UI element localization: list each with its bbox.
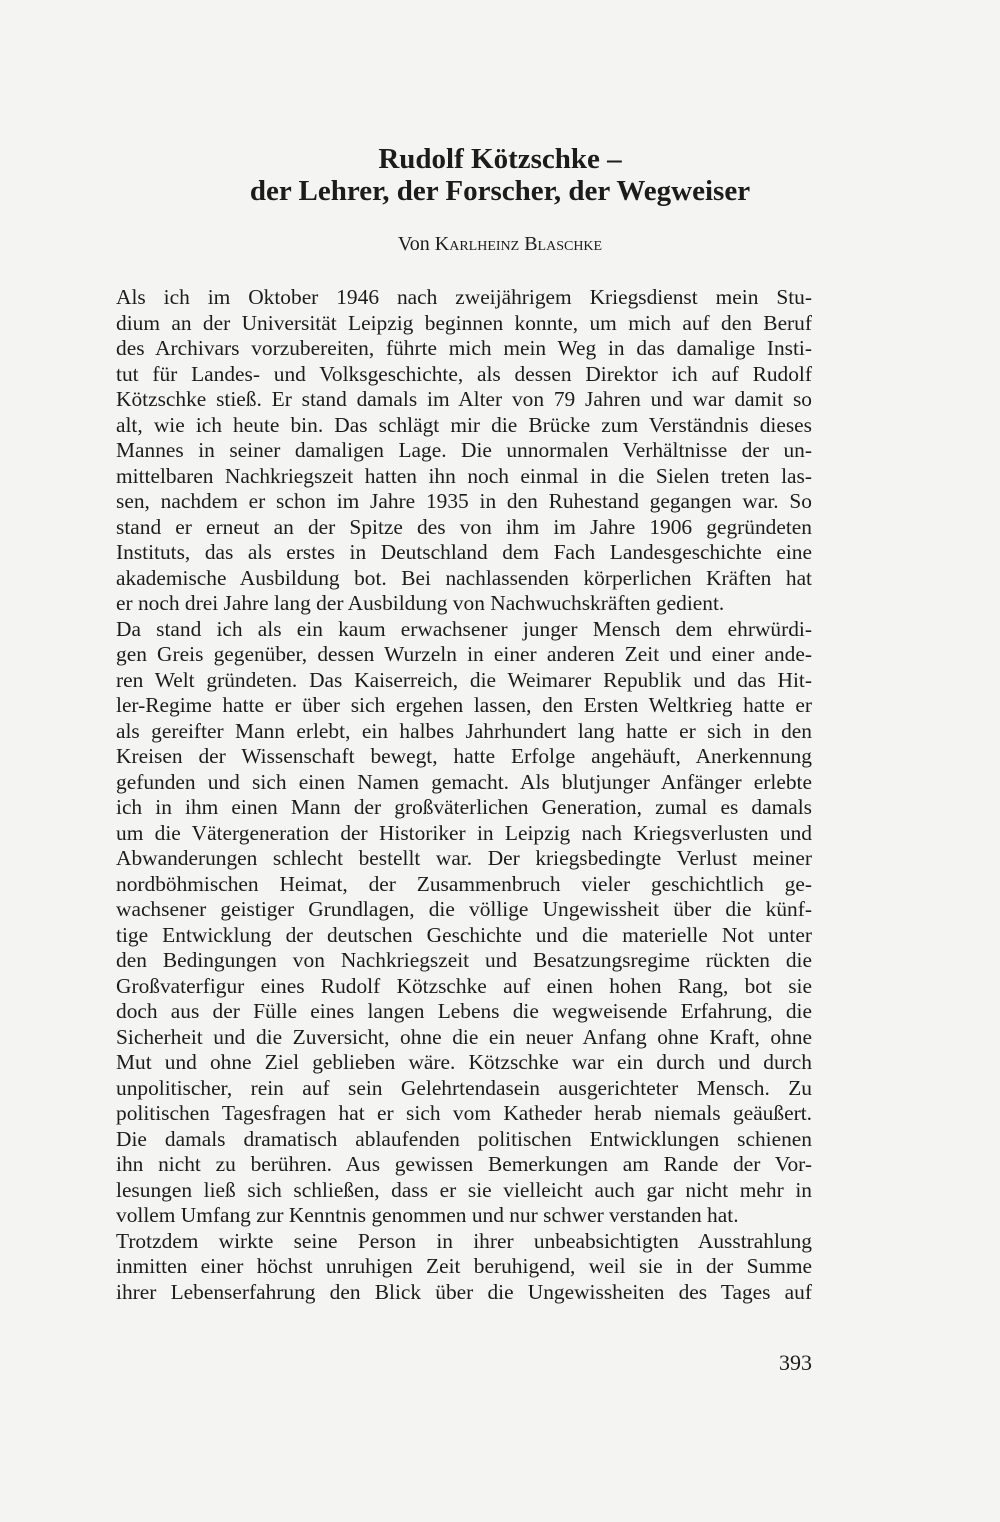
text-line: Instituts, das als erstes in Deutschland dem Fach Landesgeschichte eine <box>116 540 812 564</box>
text-line: nordböhmischen Heimat, der Zusammenbruch vieler geschichtlich ge- <box>116 871 812 896</box>
text-line: ihn nicht zu berühren. Aus gewissen Bemerkungen am Rande der Vor- <box>116 1152 812 1176</box>
text-line: des Archivars vorzubereiten, führte mich mein Weg in das damalige Insti- <box>116 336 812 360</box>
text-line: vollem Umfang zur Kenntnis genommen und nur schwer verstanden hat. <box>116 1203 739 1227</box>
text-line: ren Welt gründeten. Das Kaiserreich, die Weimarer Republik und das Hit- <box>116 667 812 692</box>
text-line: doch aus der Fülle eines langen Lebens die wegweisende Erfahrung, die <box>116 999 812 1023</box>
text-line: Trotzdem wirkte seine Person in ihrer unbeabsichtigten Ausstrahlung <box>116 1228 812 1253</box>
byline-prefix: Von <box>397 233 435 255</box>
author-name: Karlheinz Blaschke <box>434 233 603 255</box>
text-line: ler-Regime hatte er über sich ergehen lassen, den Ersten Weltkrieg hatte er <box>116 693 812 717</box>
text-line: unpolitischer, rein auf sein Gelehrtendasein ausgerichteter Mensch. Zu <box>116 1075 812 1100</box>
text-line: den Bedingungen von Nachkriegszeit und Besatzungsregime rückten die <box>116 948 812 972</box>
text-line: Großvaterfigur eines Rudolf Kötzschke auf einen hohen Rang, bot sie <box>116 973 812 998</box>
text-line: ich in ihm einen Mann der großväterlichen Generation, zumal es damals <box>116 795 812 819</box>
text-line: alt, wie ich heute bin. Das schlägt mir die Brücke zum Verständnis dieses <box>116 412 812 437</box>
text-line: gefunden und sich einen Namen gemacht. Als blutjunger Anfänger erlebte <box>116 769 812 794</box>
text-line: ihrer Lebenserfahrung den Blick über die Ungewissheiten des Tages auf <box>116 1279 812 1304</box>
text-line: er noch drei Jahre lang der Ausbildung von Nachwuchskräften gedient. <box>116 591 725 615</box>
text-line: Kreisen der Wissenschaft bewegt, hatte Erfolge angehäuft, Anerkennung <box>116 744 812 768</box>
text-line: Kötzschke stieß. Er stand damals im Alter von 79 Jahren und war damit so <box>116 387 812 411</box>
article-title-line-1: Rudolf Kötzschke – <box>378 143 622 175</box>
paragraph <box>116 617 812 1229</box>
paragraph <box>116 1229 812 1306</box>
text-line: wachsener geistiger Grundlagen, die völlige Ungewissheit über die künf- <box>116 897 812 921</box>
article-title-line-2: der Lehrer, der Forscher, der Wegweiser <box>249 175 751 207</box>
text-line: mittelbaren Nachkriegszeit hatten ihn noch einmal in die Sielen treten las- <box>116 463 812 488</box>
paragraph <box>116 285 812 617</box>
text-line: lesungen ließ sich schließen, dass er sie vielleicht auch gar nicht mehr in <box>116 1177 812 1202</box>
text-line: inmitten einer höchst unruhigen Zeit beruhigend, weil sie in der Summe <box>116 1254 812 1278</box>
text-line: Die damals dramatisch ablaufenden politischen Entwicklungen schienen <box>116 1126 812 1151</box>
text-line: Mannes in seiner damaligen Lage. Die unnormalen Verhältnisse der un- <box>116 438 812 462</box>
text-line: Abwanderungen schlecht bestellt war. Der kriegsbedingte Verlust meiner <box>116 846 812 870</box>
text-line: als gereifter Mann erlebt, ein halbes Jahrhundert lang hatte er sich in den <box>116 718 812 743</box>
text-line: um die Vätergeneration der Historiker in Leipzig nach Kriegsverlusten und <box>116 820 812 845</box>
text-line: Als ich im Oktober 1946 nach zweijährigem Kriegsdienst mein Stu- <box>116 285 812 309</box>
text-line: tige Entwicklung der deutschen Geschichte und die materielle Not unter <box>116 922 812 947</box>
page-number: 393 <box>779 1350 812 1375</box>
text-line: dium an der Universität Leipzig beginnen konnte, um mich auf den Beruf <box>116 310 812 335</box>
text-line: politischen Tagesfragen hat er sich vom Katheder herab niemals geäußert. <box>116 1101 812 1125</box>
text-line: Sicherheit und die Zuversicht, ohne die ein neuer Anfang ohne Kraft, ohne <box>116 1024 812 1049</box>
text-line: Mut und ohne Ziel geblieben wäre. Kötzschke war ein durch und durch <box>116 1050 812 1074</box>
author-byline <box>100 233 900 256</box>
article-body <box>116 285 812 1305</box>
text-line: akademische Ausbildung bot. Bei nachlassenden körperlichen Kräften hat <box>116 565 812 590</box>
text-line: gen Greis gegenüber, dessen Wurzeln in einer anderen Zeit und einer ande- <box>116 642 812 666</box>
text-line: Da stand ich als ein kaum erwachsener junger Mensch dem ehrwürdi- <box>116 616 812 641</box>
text-line: tut für Landes- und Volksgeschichte, als dessen Direktor ich auf Rudolf <box>116 361 812 386</box>
text-line: stand er erneut an der Spitze des von ihm im Jahre 1906 gegründeten <box>116 514 812 539</box>
text-line: sen, nachdem er schon im Jahre 1935 in den Ruhestand gegangen war. So <box>116 489 812 513</box>
